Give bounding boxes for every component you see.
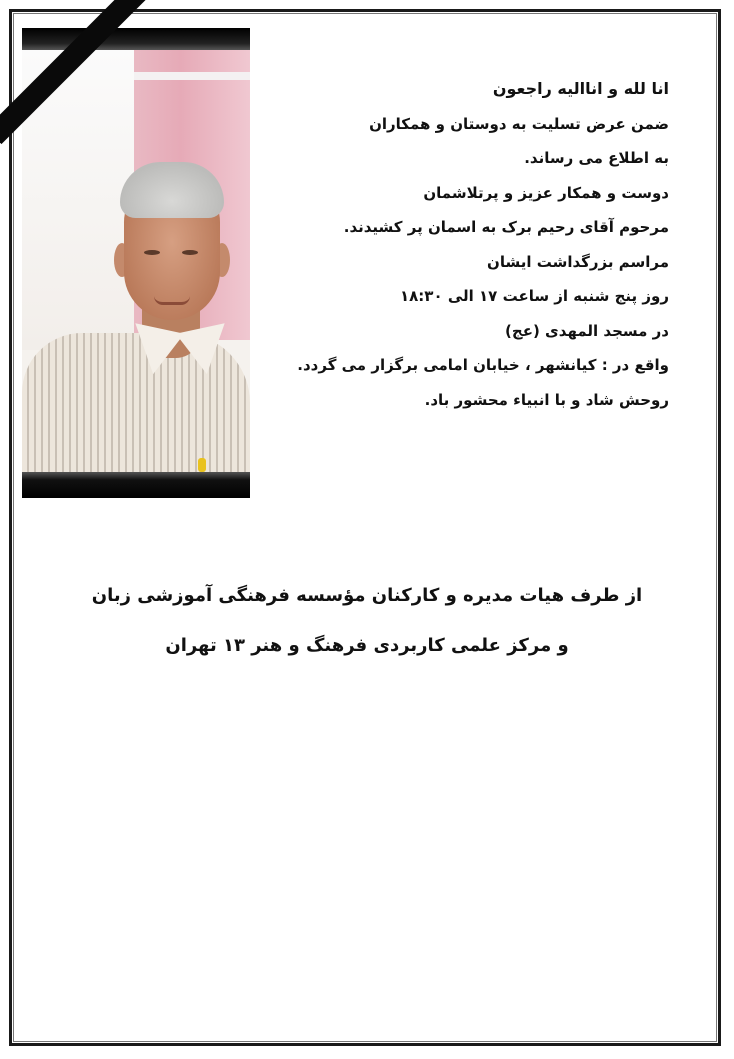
photo-top-band: [22, 28, 250, 50]
announcement-line: ضمن عرض تسلیت به دوستان و همکاران: [369, 114, 669, 133]
announcement-line: مراسم بزرگداشت ایشان: [487, 252, 669, 271]
portrait-photo: [22, 28, 250, 498]
announcement-line: دوست و همکار عزیز و پرتلاشمان: [423, 183, 669, 202]
announcement-line: روز پنج شنبه از ساعت ۱۷ الی ۱۸:۳۰: [400, 287, 669, 305]
photo-bottom-band: [22, 472, 250, 498]
photo-hair: [120, 162, 224, 218]
announcement-line: در مسجد المهدی (عج): [505, 321, 669, 340]
photo-collar-left: [126, 323, 184, 378]
photo-mouth: [154, 296, 190, 305]
announcement-line: مرحوم آقای رحیم برک به اسمان پر کشیدند.: [343, 218, 669, 236]
announcement-line: به اطلاع می رساند.: [524, 149, 669, 167]
photo-wall-ledge: [134, 72, 250, 80]
announcement-text: [269, 75, 669, 420]
photo-eye-left: [144, 250, 160, 255]
footer-signature-line-2: و مرکز علمی کاربردی فرهنگ و هنر ۱۳ تهران: [165, 635, 569, 656]
photo-eye-right: [182, 250, 198, 255]
photo-pin: [198, 458, 206, 472]
footer-signature-line-1: از طرف هیات مدیره و کارکنان مؤسسه فرهنگی آموزشی زبان: [91, 585, 643, 606]
announcement-line: انا لله و انااليه راجعون: [492, 79, 669, 98]
announcement-line: روحش شاد و با انبیاء محشور باد.: [424, 390, 669, 409]
announcement-line: واقع در : کیانشهر ، خیابان امامی برگزار می گردد.: [297, 356, 669, 374]
